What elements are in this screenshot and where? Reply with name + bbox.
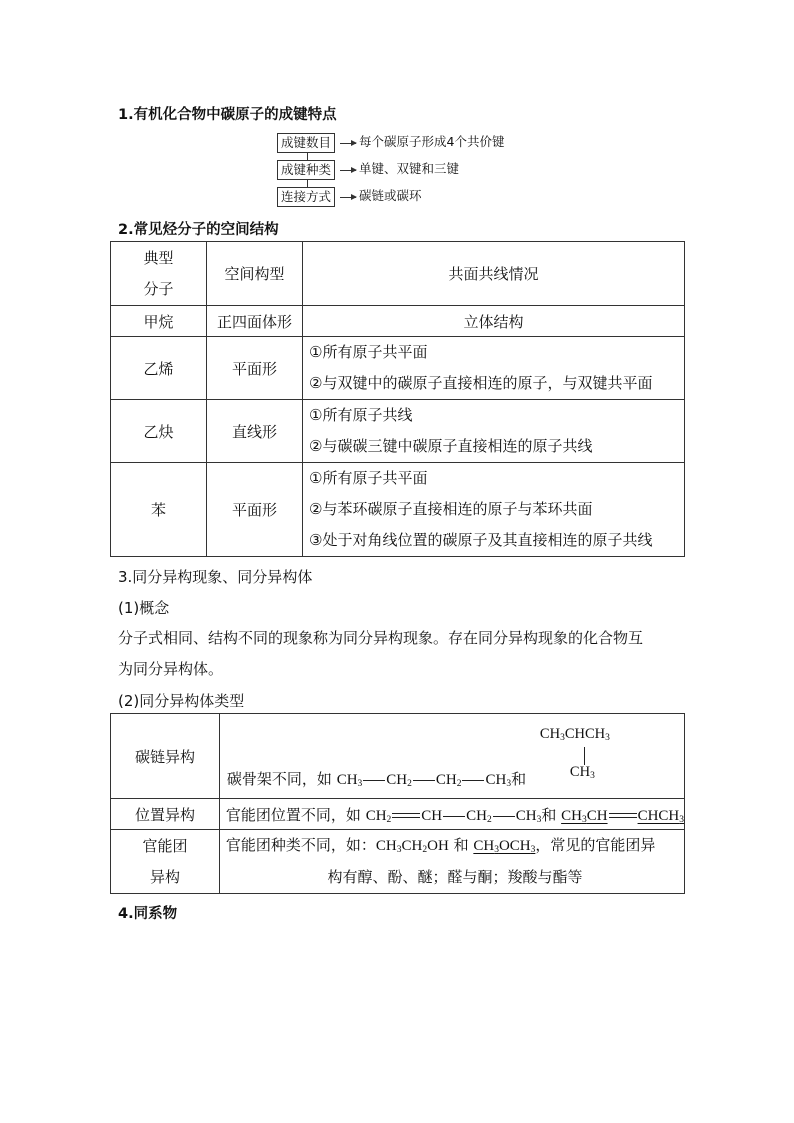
diagram-text-type: 单键、双键和三键 xyxy=(359,161,460,176)
diagram-text-connection: 碳链或碳环 xyxy=(359,188,422,203)
table-row xyxy=(111,306,685,337)
table-row xyxy=(111,714,685,799)
shape-cell: 平面形 xyxy=(207,337,303,400)
header-coplanar: 共面共线情况 xyxy=(303,242,685,306)
position-example-cell: 官能团位置不同，如 $CH_2$ CH $CH_2$ $CH_3$和 $CH_3CH$ $CHCH_3$ xyxy=(219,799,684,830)
type-label-functional: 官能团 异构 xyxy=(111,830,220,894)
ethanol-formula: $CH_3CH_2OH$ xyxy=(375,838,449,855)
concept-line-1: 分子式相同、结构不同的现象称为同分异构现象。存在同分异构现象的化合物互 xyxy=(118,629,644,647)
coplanar-cell: ①所有原子共平面 ②与双键中的碳原子直接相连的原子，与双键共平面 xyxy=(303,337,685,400)
section4-title: 4.同系物 xyxy=(118,906,178,922)
isomer-types-table xyxy=(110,713,685,894)
table-row xyxy=(111,400,685,463)
chain-example-cell xyxy=(219,714,684,799)
functional-groups-note: 构有醇、酚、醚；醛与酮；羧酸与酯等 xyxy=(327,868,583,886)
concept-line-2: 为同分异构体。 xyxy=(118,660,224,678)
header-shape: 空间构型 xyxy=(207,242,303,306)
table-row xyxy=(111,337,685,400)
section1-title: 1.有机化合物中碳原子的成键特点 xyxy=(118,107,337,123)
functional-example-cell: 官能团种类不同，如：$CH_3CH_2OH$ 和 $CH_3OCH_3$，常见的官能团异 构有醇、酚、醚；醛与酮；羧酸与酯等 xyxy=(219,830,684,894)
butane-formula: $CH_3$ $CH_2$ $CH_2$ $CH_3$ xyxy=(336,772,512,789)
table-row xyxy=(111,830,685,894)
type-label-position: 位置异构 xyxy=(111,799,220,830)
concept-heading: (1)概念 xyxy=(118,599,170,617)
coplanar-cell: 立体结构 xyxy=(303,306,685,337)
section3-title: 3.同分异构现象、同分异构体 xyxy=(118,568,313,586)
diagram-box-connection: 连接方式 xyxy=(277,187,335,207)
hydrocarbon-structure-table xyxy=(110,241,685,557)
diagram-box-count: 成键数目 xyxy=(277,133,335,153)
isobutane-branch: $CH_3$ xyxy=(569,764,595,781)
2-butene-formula: $CH_3CH$ $CHCH_3$ xyxy=(561,807,684,825)
diagram-box-type: 成键种类 xyxy=(277,160,335,180)
molecule-cell: 甲烷 xyxy=(111,306,207,337)
coplanar-cell: ①所有原子共平面 ②与苯环碳原子直接相连的原子与苯环共面 ③处于对角线位置的碳原子及其直接相连的原子共线 xyxy=(303,463,685,557)
section2-title: 2.常见烃分子的空间结构 xyxy=(118,222,279,238)
shape-cell: 正四面体形 xyxy=(207,306,303,337)
molecule-cell: 乙炔 xyxy=(111,400,207,463)
isomer-types-heading: (2)同分异构体类型 xyxy=(118,692,245,710)
coplanar-cell: ①所有原子共线 ②与碳碳三键中碳原子直接相连的原子共线 xyxy=(303,400,685,463)
header-molecule: 典型 分子 xyxy=(111,242,207,306)
isobutane-formula: $CH_3CHCH_3$ xyxy=(539,726,610,743)
1-butene-formula: $CH_2$ CH $CH_2$ $CH_3$ xyxy=(365,807,542,825)
arrow-icon xyxy=(340,197,356,198)
arrow-icon xyxy=(340,143,356,144)
arrow-icon xyxy=(340,170,356,171)
table-row xyxy=(111,463,685,557)
shape-cell: 直线形 xyxy=(207,400,303,463)
table-row xyxy=(111,799,685,830)
shape-cell: 平面形 xyxy=(207,463,303,557)
dimethyl-ether-formula: $CH_3OCH_3$ xyxy=(473,838,536,855)
type-label-chain: 碳链异构 xyxy=(111,714,220,799)
molecule-cell: 乙烯 xyxy=(111,337,207,400)
molecule-cell: 苯 xyxy=(111,463,207,557)
branch-bond xyxy=(584,747,585,765)
diagram-text-count: 每个碳原子形成4个共价键 xyxy=(359,134,505,149)
table-header-row xyxy=(111,242,685,306)
chain-example: 碳骨架不同，如 $CH_3$ $CH_2$ $CH_2$ $CH_3$和 xyxy=(226,770,527,789)
